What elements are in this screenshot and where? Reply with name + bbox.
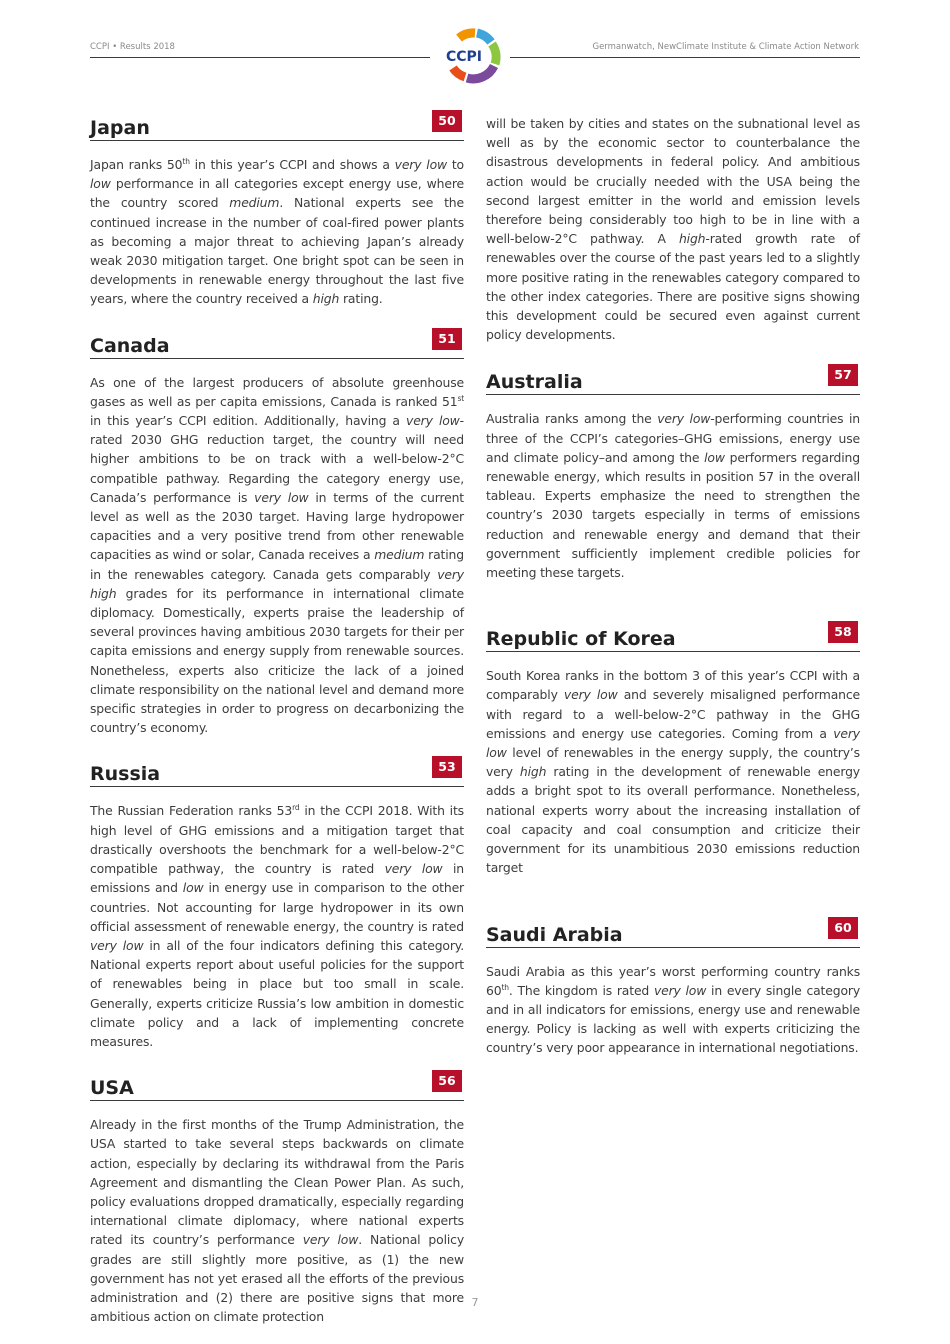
- country-name: Australia: [486, 371, 583, 394]
- section-heading: [90, 328, 464, 359]
- section-australia: [486, 364, 860, 582]
- header-right-text: Germanwatch, NewClimate Institute & Climate Action Network: [592, 42, 859, 52]
- country-name: Russia: [90, 763, 161, 786]
- section-text: Japan ranks 50th in this year’s CCPI and shows a very low to low performance in all categories except energy use, where the country scored medium. National experts see the continued increase in the number of coal-fired power plants as becoming a major threat to achieving Japan’s already weak 2030 mitigation target. One bright spot can be seen in developments in renewable energy throughout the last five years, where the country received a high rating.: [90, 156, 464, 307]
- logo-segment-blue: [477, 33, 491, 42]
- country-name: Canada: [90, 334, 170, 357]
- section-saudi-arabia: [486, 917, 860, 1058]
- country-name: Republic of Korea: [486, 628, 676, 651]
- section-text: Already in the first months of the Trump Administration, the USA started to take several steps backwards on climate action, especially by declaring its withdrawal from the Paris Agreement and dismantling the Clean Power Plan. As such, policy evaluations dropped dramatically, especially regarding international climate diplomacy, where national experts rated its country’s performance very low. National policy grades are still slightly more positive, as (1) the new government has not yet erased all the efforts of the previous administration and (2) there are positive signs that more ambitious action on climate protection: [90, 1117, 465, 1325]
- section-text-continued: will be taken by cities and states on the subnational level as well as by the economic sector to counterbalance the disastrous developments in federal policy. And ambitious action would be crucially needed with the USA being the second largest emitter in the world and emission levels therefore being considerably too high to be in line with a well-below-2°C pathway. A high-rated growth rate of renewables over the course of the past years led to a slightly more positive rating in the renewables category compared to the other index categories. There are positive signs showing this development could be secured even against current policy developments.: [486, 116, 860, 343]
- section-russia: [90, 756, 464, 1051]
- country-name: Saudi Arabia: [486, 923, 623, 946]
- rank-badge: 60: [828, 917, 858, 939]
- rank-badge: 56: [432, 1070, 462, 1092]
- logo-segment-orange: [459, 33, 475, 38]
- header-left-text: CCPI • Results 2018: [90, 42, 175, 52]
- section-usa: [90, 1070, 464, 1326]
- rank-badge: 58: [828, 621, 858, 643]
- section-text: As one of the largest producers of absolute greenhouse gases as well as per capita emissions, Canada is ranked 51st in this year’s CCPI edition. Additionally, having a very low-rated 2030 GHG reduction target, the country will need higher ambitions to be on track with a well-below-2°C compatible pathway. Regarding the category energy use, Canada’s performance is very low in terms of the current level as well as the 2030 target. Having large hydropower capacities and a very positive trend from other renewable capacities as wind or solar, Canada receives a medium rating in the renewables category. Canada gets comparably very high grades for its performance in international climate diplomacy. Domestically, experts praise the leadership of several provinces having ambitious 2030 targets for their per capita emissions and energy supply from renewable sources. Nonetheless, experts also criticize the lack of a joined climate responsibility on the national level and demand more specific strategies in order to progress on decarbonizing the country’s economy.: [90, 374, 465, 736]
- header-rule-right: [510, 57, 860, 58]
- logo-text: CCPI: [445, 49, 483, 65]
- section-heading: [486, 917, 860, 948]
- section-heading: [90, 1070, 464, 1101]
- rank-badge: 53: [432, 756, 462, 778]
- section-text: The Russian Federation ranks 53rd in the CCPI 2018. With its high level of GHG emissions and a mitigation target that drastically overshoots the benchmark for a well-below-2°C compatible pathway, the country is rated very low in emissions and low in energy use in comparison to the other countries. Not accounting for large hydropower in its own official assessment of renewable energy, the country is rated very low in all of the four indicators defining this category. National experts report about useful policies for the support of renewables being in place but too small in scale. Generally, experts criticize Russia’s low ambition in domestic climate policy and a lack of implementing concrete measures.: [90, 803, 465, 1049]
- left-column: [90, 110, 464, 1326]
- section-korea: [486, 621, 860, 877]
- right-column: [486, 114, 860, 1058]
- rank-badge: 57: [828, 364, 858, 386]
- country-name: Japan: [90, 117, 150, 139]
- section-text: Saudi Arabia as this year’s worst performing country ranks 60th. The kingdom is rated very low in every single category and in all indicators for emissions, energy use and renewable energy. Policy is lacking as well with experts criticizing the country’s very poor appearance in international negotiations.: [486, 963, 861, 1056]
- logo-segment-purple: [467, 66, 494, 79]
- header-rule-left: [90, 57, 430, 58]
- rank-badge: 50: [432, 110, 462, 132]
- section-text: South Korea ranks in the bottom 3 of this year’s CCPI with a comparably very low and severely misaligned performance with regard to a well-below-2°C pathway in the GHG emissions and energy use categories. Coming from a very low level of renewables in the energy supply, the country’s very high rating in the development of renewable energy adds a bright spot to its overall performance. Nonetheless, national experts worry about the increasing installation of coal capacity and coal consumption and criticize their government for its unambitious 2030 emissions reduction target: [486, 668, 860, 876]
- section-japan: [90, 110, 464, 309]
- section-canada: [90, 328, 464, 738]
- section-heading: [486, 364, 860, 395]
- section-heading: [486, 621, 860, 652]
- country-name: USA: [90, 1077, 134, 1100]
- logo-segment-green: [492, 44, 496, 64]
- section-heading: [90, 756, 464, 787]
- page-number: 7: [471, 1296, 479, 1309]
- rank-badge: 51: [432, 328, 462, 350]
- section-text: Australia ranks among the very low-performing countries in three of the CCPI’s categories–GHG emissions, energy use and climate policy–and among the low performers regarding renewable energy, which results in position 57 in the overall tableau. Experts emphasize the need to strengthen the country’s 2030 targets especially in terms of emissions reduction and renewable energy and demand that their government sufficiently implement credible policies for meeting these targets.: [486, 411, 861, 581]
- logo-segment-red: [453, 68, 465, 77]
- section-heading: [90, 110, 464, 141]
- ccpi-logo: [437, 28, 507, 84]
